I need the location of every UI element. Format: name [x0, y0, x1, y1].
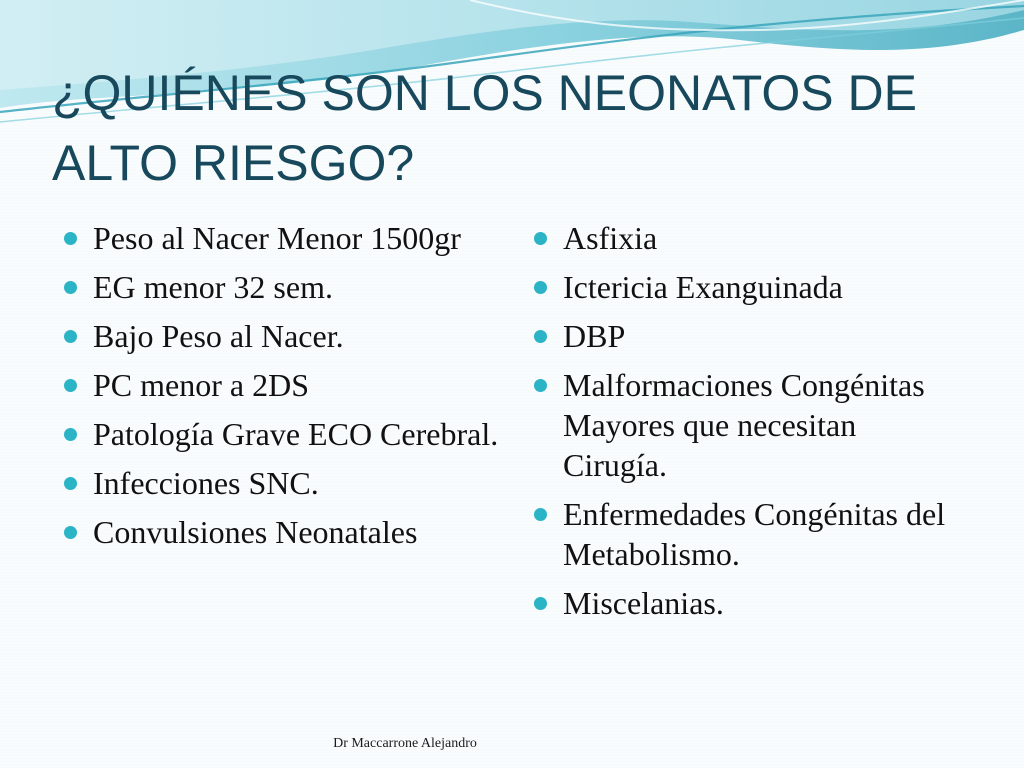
list-item [534, 365, 964, 485]
list-item-text: Malformaciones Congénitas Mayores que necesitan Cirugía. [563, 367, 925, 483]
footer-author: Dr Maccarrone Alejandro [333, 736, 477, 751]
bullet-icon [64, 526, 77, 539]
list-item [534, 316, 964, 356]
list-item-text: Infecciones SNC. [93, 465, 319, 501]
list-item-text: DBP [563, 318, 626, 354]
bullet-icon [64, 330, 77, 343]
list-item-text: Asfixia [563, 220, 658, 256]
list-item [534, 583, 964, 623]
list-item-text: PC menor a 2DS [93, 367, 309, 403]
list-item-text: Patología Grave ECO Cerebral. [93, 416, 499, 452]
list-item [64, 414, 504, 454]
bullet-icon [534, 508, 547, 521]
list-item-text: Bajo Peso al Nacer. [93, 318, 344, 354]
left-bullet-list [64, 218, 504, 561]
bullet-icon [64, 477, 77, 490]
list-item [534, 218, 964, 258]
list-item [64, 316, 504, 356]
list-item-text: Peso al Nacer Menor 1500gr [93, 220, 461, 256]
list-item-text: Ictericia Exanguinada [563, 269, 843, 305]
list-item-text: Enfermedades Congénitas del Metabolismo. [563, 496, 946, 572]
list-item-text: Convulsiones Neonatales [93, 514, 418, 550]
list-item [534, 267, 964, 307]
bullet-icon [534, 281, 547, 294]
bullet-icon [64, 428, 77, 441]
list-item [64, 512, 504, 552]
bullet-icon [64, 379, 77, 392]
list-item [64, 218, 504, 258]
bullet-icon [534, 597, 547, 610]
list-item-text: Miscelanias. [563, 585, 724, 621]
list-item-text: EG menor 32 sem. [93, 269, 333, 305]
bullet-icon [64, 232, 77, 245]
list-item [64, 267, 504, 307]
bullet-icon [64, 281, 77, 294]
bullet-icon [534, 379, 547, 392]
bullet-icon [534, 232, 547, 245]
list-item [64, 463, 504, 503]
list-item [64, 365, 504, 405]
list-item [534, 494, 964, 574]
bullet-icon [534, 330, 547, 343]
slide-title: ¿QUIÉNES SON LOS NEONATOS DE ALTO RIESGO? [52, 65, 917, 191]
right-bullet-list [534, 218, 964, 632]
